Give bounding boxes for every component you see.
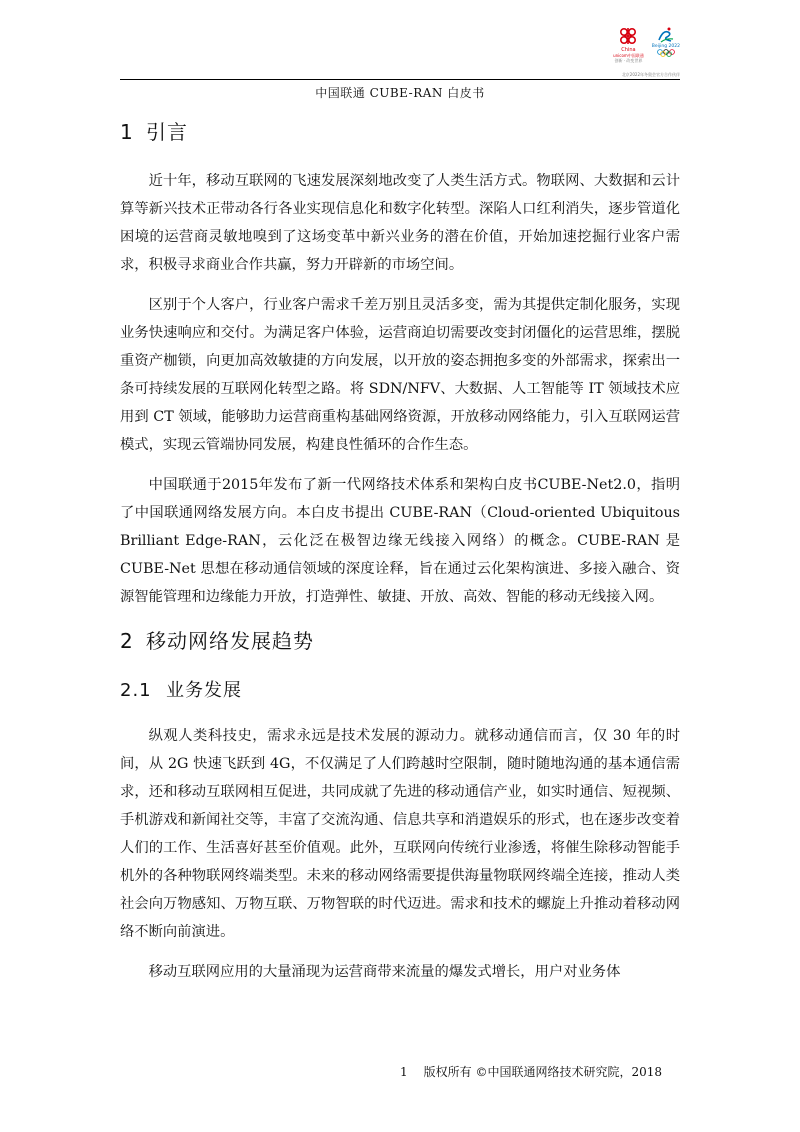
unicom-knot-icon <box>613 26 643 48</box>
document-title: 中国联通 CUBE-RAN 白皮书 <box>315 86 485 100</box>
china-unicom-logo <box>613 26 644 63</box>
beijing-2022-emblem-icon <box>655 26 677 44</box>
beijing-2022-logo <box>652 26 680 57</box>
paragraph: 中国联通于2015年发布了新一代网络技术体系和架构白皮书CUBE-Net2.0，指明了中国联通网络发展方向。本白皮书提出 CUBE-RAN（Cloud-oriented Ubiquitous Brilliant Edge-RAN，云化泛在极智边缘无线接入网络）的概念。CUBE-RAN 是 CUBE-Net 思想在移动通信领域的深度诠释，旨在通过云化架构演进、多接入融合、资源智能管理和边缘能力开放，打造弹性、敏捷、开放、高效、智能的移动无线接入网。 <box>120 477 680 605</box>
paragraph: 移动互联网应用的大量涌现为运营商带来流量的爆发式增长，用户对业务体 <box>148 964 621 980</box>
page-header <box>120 22 680 100</box>
subsection-title: 业务发展 <box>166 680 242 701</box>
unicom-logo-line2: unicom中国联通 <box>613 53 644 58</box>
header-logos <box>613 26 680 63</box>
subsection-heading <box>120 676 680 702</box>
section-number: 1 <box>120 120 134 144</box>
section-title: 引言 <box>146 120 188 144</box>
copyright-notice: 版权所有 ©中国联通网络技术研究院，2018 <box>423 1065 662 1079</box>
section-number: 2 <box>120 629 134 653</box>
paragraph: 区别于个人客户，行业客户需求千差万别且灵活多变，需为其提供定制化服务，实现业务快速响应和交付。为满足客户体验，运营商迫切需要改变封闭僵化的运营思维，摆脱重资产枷锁，向更加高效敏捷的方向发展，以开放的姿态拥抱多变的外部需求，探索出一条可持续发展的互联网化转型之路。将 SDN/NFV、大数据、人工智能等 IT 领域技术应用到 CT 领域，能够助力运营商重构基础网络资源，开放移动网络能力，引入互联网运营模式，实现云管端协同发展，构建良性循环的合作生态。 <box>120 297 680 453</box>
page-footer <box>400 1063 662 1080</box>
unicom-logo-line1: China <box>621 47 636 53</box>
page-content <box>120 108 680 998</box>
page-number: 1 <box>400 1065 408 1079</box>
section-heading <box>120 116 680 145</box>
subsection-number: 2.1 <box>120 680 152 701</box>
paragraph: 近十年，移动互联网的飞速发展深刻地改变了人类生活方式。物联网、大数据和云计算等新兴技术正带动各行各业实现信息化和数字化转型。深陷人口红利消失，逐步管道化困境的运营商灵敏地嗅到了这场变革中新兴业务的潜在价值，开始加速挖掘行业客户需求，积极寻求商业合作共赢，努力开辟新的市场空间。 <box>120 173 680 273</box>
section-heading <box>120 625 680 654</box>
unicom-logo-line3: 创新 · 改变世界 <box>614 58 643 63</box>
section-title: 移动网络发展趋势 <box>146 629 314 653</box>
olympic-rings-icon <box>656 49 676 57</box>
beijing-2022-text: Beijing 2022 <box>651 44 680 49</box>
header-divider <box>120 79 680 80</box>
paragraph: 纵观人类科技史，需求永远是技术发展的源动力。就移动通信而言，仅 30 年的时间，从 2G 快速飞跃到 4G，不仅满足了人们跨越时空限制，随时随地沟通的基本通信需求，还和移动互联网相互促进，共同成就了先进的移动通信产业，如实时通信、短视频、手机游戏和新闻社交等，丰富了交流沟通、信息共享和消遣娱乐的形式，也在逐步改变着人们的工作、生活喜好甚至价值观。此外，互联网向传统行业渗透，将催生除移动智能手机外的各种物联网终端类型。未来的移动网络需要提供海量物联网终端全连接，推动人类社会向万物感知、万物互联、万物智联的时代迈进。需求和技术的螺旋上升推动着移动网络不断向前演进。 <box>120 728 680 940</box>
beijing-2022-caption: 北京2022年冬奥会官方合作伙伴 <box>621 72 680 77</box>
